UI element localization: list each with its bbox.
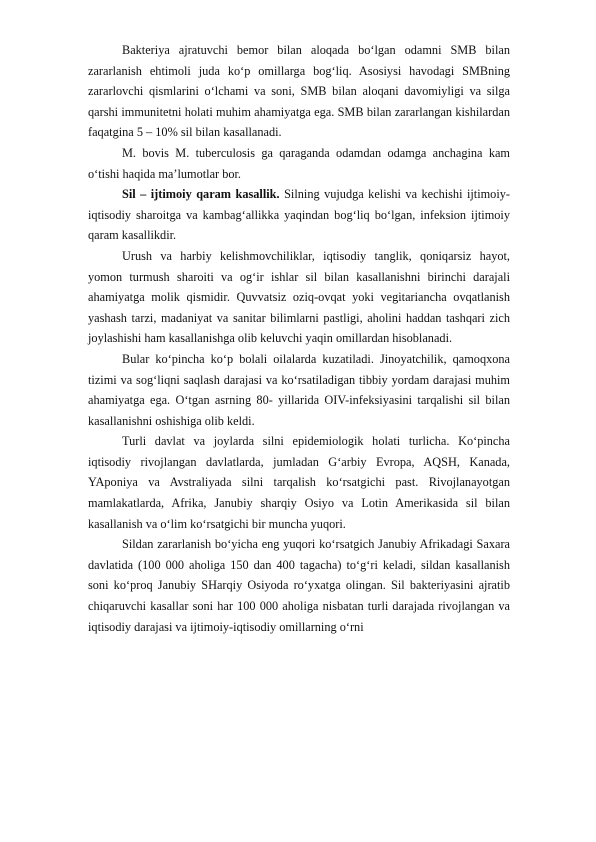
- paragraph-social-disease: [88, 184, 510, 246]
- paragraph-text: Bakteriya ajratuvchi bemor bilan aloqada bo‘lgan odamni SMB bilan zararlanish ehtimoli juda ko‘p omillarga bog‘liq. Asosiysi havodagi SMBning zararlovchi qismlarini o‘lchami va soni, SMB bilan aloqani davomiyligi va silga qarshi immunitetni holati muhim ahamiyatga ega. SMB bilan zararlangan kishilardan faqatgina 5 – 10% sil bilan kasallanadi.: [88, 43, 510, 140]
- document-page: [88, 40, 510, 637]
- paragraph-smb-infection: [88, 40, 510, 143]
- paragraph-m-bovis: [88, 143, 510, 184]
- paragraph-text: Sildan zararlanish bo‘yicha eng yuqori ko‘rsatgich Janubiy Afrikadagi Saxara davlatida (100 000 aholiga 150 dan 400 tagacha) to‘g‘ri keladi, sildan kasallanish soni ko‘proq Janubiy SHarqiy Osiyoda ro‘yxatga olingan. Sil bakteriyasini ajratib chiqaruvchi kasallar soni har 100 000 aholiga nisbatan turli darajada rivojlangan va iqtisodiy darajasi va ijtimoiy-iqtisodiy omillarning o‘rni: [88, 537, 510, 634]
- paragraph-text: Urush va harbiy kelishmovchiliklar, iqtisodiy tanglik, qoniqarsiz hayot, yomon turmush sharoiti va og‘ir ishlar sil bilan kasallanishni birinchi darajali ahamiyatga molik qismidir. Quvvatsiz oziq-ovqat yoki vegitariancha ovqatlanish yashash tarzi, madaniyat va sanitar bilimlarni pastligi, aholini haddan tashqari zich joylashishi ham kasallanishga olib keluvchi yaqin omillardan hisoblanadi.: [88, 248, 510, 346]
- paragraph-text: M. bovis M. tuberculosis ga qaraganda odamdan odamga anchagina kam o‘tishi haqida ma’lumotlar bor.: [88, 145, 510, 181]
- paragraph-risk-factors: [88, 246, 510, 349]
- paragraph-bold-lead: Sil – ijtimoiy qaram kasallik.: [122, 187, 280, 202]
- paragraph-large-families: [88, 349, 510, 431]
- paragraph-text: Silning vujudga kelishi va kechishi ijtimoiy-iqtisodiy sharoitga va kambag‘allikka yaqindan bog‘liq bo‘lgan, infeksion ijtimoiy qaram kasallikdir.: [88, 187, 510, 243]
- paragraph-text: Bular ko‘pincha ko‘p bolali oilalarda kuzatiladi. Jinoyatchilik, qamoqxona tizimi va sog‘liqni saqlash darajasi va ko‘rsatiladigan tibbiy yordam darajasi muhim ahamiyatga ega. O‘tgan asrning 80- yillarida OIV-infeksiyasini tarqalishi sil bilan kasallanishni oshishiga olib keldi.: [88, 351, 510, 428]
- paragraph-epidemiology: [88, 431, 510, 534]
- paragraph-text: Turli davlat va joylarda silni epidemiologik holati turlicha. Ko‘pincha iqtisodiy rivojlangan davlatlarda, jumladan G‘arbiy Evropa, AQSH, Kanada, YAponiya va Avstraliyada silni tarqalish ko‘rsatgichi past. Rivojlanayotgan mamlakatlarda, Afrika, Janubiy sharqiy Osiyo va Lotin Amerikasida sil bilan kasallanish va o‘lim ko‘rsatgichi bir muncha yuqori.: [88, 434, 510, 531]
- paragraph-statistics: [88, 534, 510, 637]
